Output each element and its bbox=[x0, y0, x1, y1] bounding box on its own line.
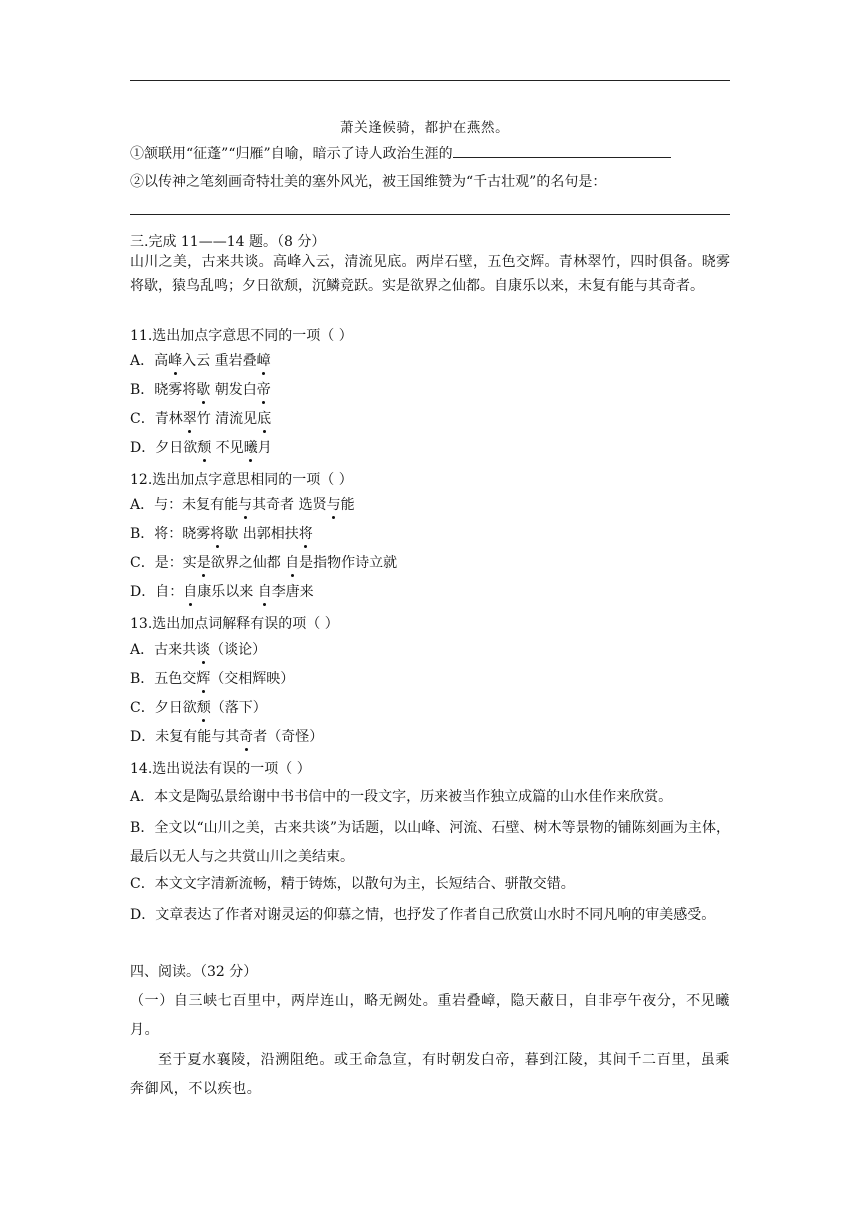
q13-option-a: A．古来共谈（谈论） bbox=[130, 642, 267, 658]
q14-stem: 14.选出说法有误的一项（ ） bbox=[130, 761, 311, 777]
dotted-char: 与 bbox=[238, 497, 253, 513]
dotted-char: 自 bbox=[285, 555, 300, 571]
dotted-char: 颓 bbox=[196, 700, 211, 716]
q12-option-c: C．是：实是欲界之仙都 自是指物作诗立就 bbox=[130, 555, 398, 571]
section-3-heading: 三.完成 11——14 题。（8 分） bbox=[130, 234, 326, 250]
question-1 bbox=[130, 143, 671, 164]
q13-option-d: D．未复有能与其奇者（奇怪） bbox=[130, 729, 324, 745]
dotted-char: 奇 bbox=[239, 729, 254, 745]
question-2: ②以传神之笔刻画奇特壮美的塞外风光，被王国维赞为“千古壮观”的名句是： bbox=[130, 174, 607, 190]
reading-paragraph-2: 至于夏水襄陵，沿溯阻绝。或王命急宣，有时朝发白帝，暮到江陵，其间千二百里，虽乘奔御风，不以疾也。 bbox=[130, 1052, 730, 1097]
reading-paragraph-1: （一）自三峡七百里中，两岸连山，略无阙处。重岩叠嶂，隐天蔽日，自非亭午夜分，不见曦月。 bbox=[130, 993, 730, 1038]
dotted-char: 谈 bbox=[196, 642, 211, 658]
dotted-char: 自 bbox=[183, 584, 198, 600]
dotted-char: 峰 bbox=[168, 353, 183, 369]
poem-line: 萧关逢候骑，都护在燕然。 bbox=[340, 120, 510, 136]
dotted-char: 嶂 bbox=[256, 353, 271, 369]
dotted-char: 颓 bbox=[197, 440, 212, 456]
q13-option-c: C．夕日欲颓（落下） bbox=[130, 700, 267, 716]
dotted-char: 帝 bbox=[256, 382, 271, 398]
q12-option-a: A．与：未复有能与其奇者 选贤与能 bbox=[130, 497, 355, 513]
question-1-text: ①颔联用“征蓬”“归雁”自喻，暗示了诗人政治生涯的 bbox=[130, 146, 453, 162]
dotted-char: 是 bbox=[196, 555, 211, 571]
q11-option-c: C．青林翠竹 清流见底 bbox=[130, 411, 272, 427]
q14-option-d: D．文章表达了作者对谢灵运的仰慕之情，也抒发了作者自己欣赏山水时不同凡响的审美感受。 bbox=[130, 907, 716, 923]
q11-stem: 11.选出加点字意思不同的一项（ ） bbox=[130, 328, 353, 344]
q12-stem: 12.选出加点字意思相同的一项（ ） bbox=[130, 472, 353, 488]
dotted-char: 歇 bbox=[196, 382, 211, 398]
answer-blank-1[interactable] bbox=[453, 143, 671, 158]
q11-option-a: A．高峰入云 重岩叠嶂 bbox=[130, 353, 271, 369]
q13-stem: 13.选出加点词解释有误的项（ ） bbox=[130, 616, 339, 632]
q13-option-b: B．五色交辉（交相辉映） bbox=[130, 671, 295, 687]
dotted-char: 自 bbox=[257, 584, 272, 600]
q11-option-b: B．晓雾将歇 朝发白帝 bbox=[130, 382, 271, 398]
dotted-char: 曦 bbox=[243, 440, 258, 456]
q12-option-b: B．将：晓雾将歇 出郭相扶将 bbox=[130, 526, 313, 542]
dotted-char: 与 bbox=[326, 497, 341, 513]
answer-line-2[interactable] bbox=[130, 214, 730, 215]
q11-option-d: D．夕日欲颓 不见曦月 bbox=[130, 440, 272, 456]
section-3-passage: 山川之美，古来共谈。高峰入云，清流见底。两岸石壁，五色交辉。青林翠竹，四时俱备。晓雾将歇，猿鸟乱鸣；夕日欲颓，沉鳞竞跃。实是欲界之仙都。自康乐以来，未复有能与其奇者。 bbox=[130, 254, 730, 294]
q14-option-c: C．本文文字清新流畅，精于铸炼，以散句为主，长短结合、骈散交错。 bbox=[130, 876, 575, 892]
dotted-char: 底 bbox=[257, 411, 272, 427]
top-rule bbox=[130, 80, 730, 81]
q14-option-a: A．本文是陶弘景给谢中书书信中的一段文字，历来被当作独立成篇的山水佳作来欣赏。 bbox=[130, 789, 673, 805]
dotted-char: 辉 bbox=[196, 671, 211, 687]
dotted-char: 将 bbox=[298, 526, 313, 542]
section-4-heading: 四、阅读。（32 分） bbox=[130, 964, 258, 980]
q14-option-b: B．全文以“山川之美，古来共谈”为话题，以山峰、河流、石壁、树木等景物的铺陈刻画为主体，最后以无人与之共赏山川之美结束。 bbox=[130, 820, 730, 865]
q12-option-d: D．自：自康乐以来 自李唐来 bbox=[130, 584, 314, 600]
dotted-char: 翠 bbox=[182, 411, 197, 427]
dotted-char: 将 bbox=[210, 526, 225, 542]
